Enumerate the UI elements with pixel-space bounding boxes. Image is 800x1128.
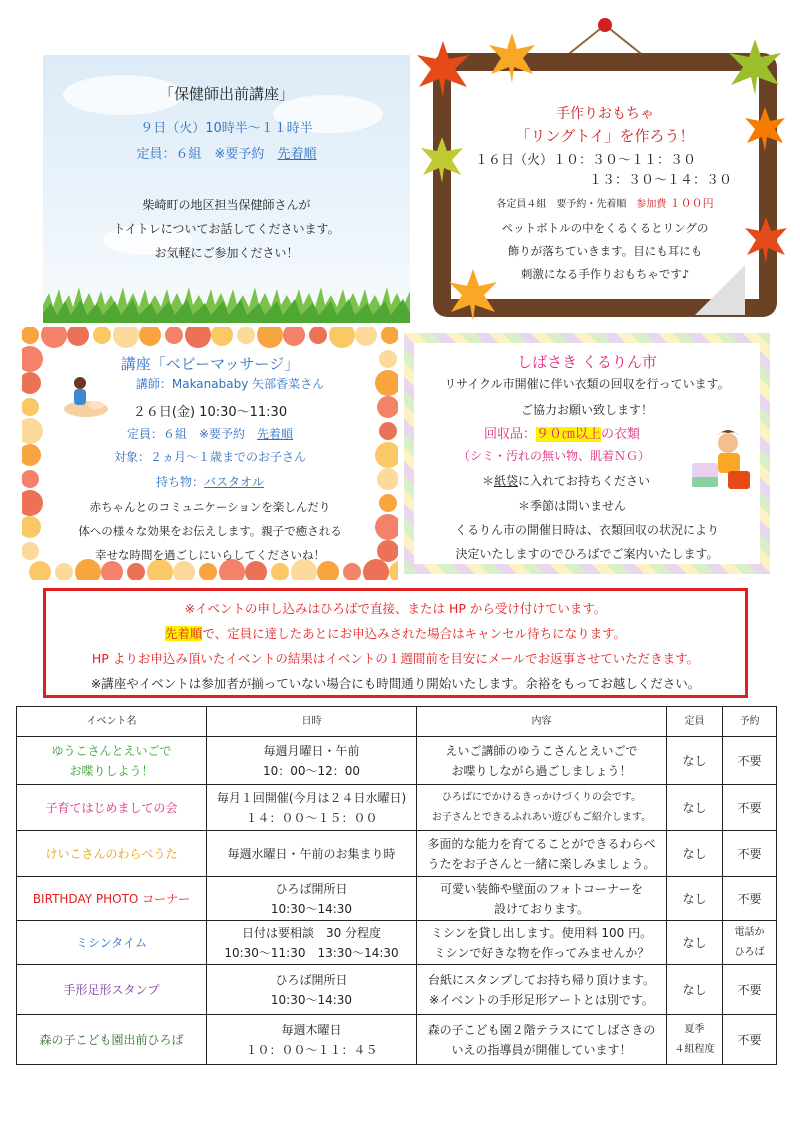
notice-box [43,588,748,698]
event-content: 多面的な能力を育てることができるわらべ うたをお子さんと一緒に楽しみましょう。 [417,831,667,877]
event-datetime: 毎月１回開催(今月は２４日水曜日) １４：００～１５：００ [207,785,417,831]
event-name: 子育てはじめましての会 [17,785,207,831]
event-capacity: なし [667,921,723,965]
event-capacity: なし [667,877,723,921]
baby-massage-bring: 持ち物：バスタオル [155,475,265,489]
table-row [17,785,777,831]
polka-dot [22,372,41,394]
event-reservation: 電話か ひろば [723,921,777,965]
polka-dot [139,327,161,346]
event-name: 森の子こども園出前ひろば [17,1015,207,1065]
event-name: BIRTHDAY PHOTO コーナー [17,877,207,921]
event-content: 森の子こども園２階テラスにてしばさきの いえの指導員が開催しています！ [417,1015,667,1065]
kururin-schedule1: くるりん市の開催日時は、衣類回収の状況により [454,523,719,537]
event-capacity: なし [667,785,723,831]
event-reservation: 不要 [723,965,777,1015]
event-name: 手形足形スタンプ [17,965,207,1015]
health-lecture-date: ９日（火）10時半～１１時半 [140,121,313,136]
maple-leaf-icon [413,39,473,99]
health-lecture-title: 「保健師出前講座」 [158,85,294,103]
event-name: ミシンタイム [17,921,207,965]
baby-massage-date: ２６日(金) 10:30～11:30 [132,405,288,420]
notice-line1: ※イベントの申し込みはひろばで直接、または HP から受け付けています。 [184,601,607,616]
polka-dot [211,327,233,346]
polka-dot [329,327,355,348]
first-come-link: 先着順 [277,147,317,162]
polka-dot [113,327,139,348]
baby-massage-target: 対象：２ヵ月～１歳までのお子さん [113,450,306,464]
event-content: えいご講師のゆうこさんとえいごで お喋りしながら過ごしましょう！ [417,737,667,785]
event-capacity: なし [667,831,723,877]
event-capacity: なし [667,737,723,785]
event-content: 台紙にスタンプしてお持ち帰り頂けます。 ※イベントの手形足形アートとは別です。 [417,965,667,1015]
event-table [16,706,777,1065]
event-reservation: 不要 [723,877,777,921]
event-datetime: ひろば開所日 10:30～14:30 [207,877,417,921]
baby-massage-capacity: 定員：６組 ※要予約 先着順 [126,427,294,441]
event-datetime: 日付は要相談 30 分程度 10:30～11:30 13:30～14:30 [207,921,417,965]
kururin-items-note: （シミ・汚れの無い物、肌着ＮＧ） [458,449,651,463]
table-row [17,877,777,921]
ring-toy-date2: １３：３０～１４：３０ [589,173,733,188]
ring-toy-title1: 手作りおもちゃ [556,106,654,122]
event-capacity: なし [667,965,723,1015]
polka-dot [165,327,183,344]
event-reservation: 不要 [723,1015,777,1065]
event-content: ミシンを貸し出します。使用料 100 円。 ミシンで好きな物を作ってみませんか？ [417,921,667,965]
ring-toy-body: ペットボトルの中をくるくるとリングの 飾りが落ちていきます。目にも耳にも 刺激になる手作りおもちゃです♪ [501,221,709,281]
health-lecture-capacity: 定員：６組 ※要予約 先着順 [136,147,317,162]
kururin-season: ＊季節は問いません [518,499,627,513]
notice-line3: HP よりお申込み頂いたイベントの結果はイベントの１週間前を目安にメールでお返事させていただきます。 [91,651,700,666]
health-lecture-body: 柴崎町の地区担当保健師さんが トイトレについてお話してくださいます。 お気軽にご参加ください！ [113,198,340,260]
polka-dot [185,327,211,348]
kururin-schedule2: 決定いたしますのでひろばでご案内いたします。 [455,547,719,561]
kururin-market-panel [398,327,776,580]
table-row [17,831,777,877]
grass-decoration [43,283,410,323]
notice-line2: 先着順で、定員に達したあとにお申込みされた場合はキャンセル待ちになります。 [164,626,627,641]
maple-leaf-icon [485,31,539,85]
first-come-link: 先着順 [257,427,294,441]
polka-dot [355,327,377,346]
kururin-line2: ご協力お願い致します！ [520,403,653,417]
baby-massage-panel [22,327,398,580]
maple-leaf-icon [725,37,785,97]
baby-massage-body: 赤ちゃんとのコミュニケーションを楽しんだり 体への様々な効果をお伝えします。親子で癒される 幸せな時間を過ごしにいらしてくださいね！ [78,500,342,562]
header-reservation: 予約 [723,707,777,737]
event-capacity: 夏季 ４組程度 [667,1015,723,1065]
polka-dot [67,327,89,346]
event-name: けいこさんのわらべうた [17,831,207,877]
event-reservation: 不要 [723,785,777,831]
polka-dot [381,327,398,344]
table-header-row [17,707,777,737]
header-event-name: イベント名 [17,707,207,737]
polka-dot [309,327,327,344]
event-content: 可愛い装飾や壁面のフォトコーナーを 設けております。 [417,877,667,921]
polka-dot [257,327,283,348]
kururin-items: 回収品：９０㎝以上の衣類 [484,427,641,442]
polka-dot [93,327,111,344]
health-lecture-panel [43,55,410,323]
event-datetime: ひろば開所日 10:30～14:30 [207,965,417,1015]
table-row [17,737,777,785]
event-name: ゆうこさんとえいごで お喋りしよう！ [17,737,207,785]
polka-dot [41,327,67,348]
event-reservation: 不要 [723,831,777,877]
baby-massage-title: 講座「ベビーマッサージ」 [120,355,300,373]
header-capacity: 定員 [667,707,723,737]
polka-dot [22,327,39,344]
event-datetime: 毎週木曜日 １０：００～１１：４５ [207,1015,417,1065]
kururin-title: しばさき くるりん市 [517,353,657,371]
table-row [17,921,777,965]
table-row [17,1015,777,1065]
table-row [17,965,777,1015]
ring-toy-capacity: 各定員４組 要予約・先着順 参加費 １００円 [496,197,714,210]
event-datetime: 毎週水曜日・午前のお集まり時 [207,831,417,877]
kururin-line1: リサイクル市開催に伴い衣類の回収を行っています。 [444,377,730,391]
bath-towel-link: バスタオル [204,475,265,489]
ring-toy-panel [425,45,785,320]
header-content: 内容 [417,707,667,737]
event-content: ひろばにでかけるきっかけづくりの会です。 お子さんとできるふれあい遊びもご紹介します。 [417,785,667,831]
kururin-bag: ＊紙袋に入れてお持ちください [482,474,651,488]
header-datetime: 日時 [207,707,417,737]
notice-line4: ※講座やイベントは参加者が揃っていない場合にも時間通り開始いたします。余裕をもってお越しください。 [90,676,701,691]
polka-dot [237,327,255,344]
event-reservation: 不要 [723,737,777,785]
polka-dot [283,327,305,346]
event-datetime: 毎週月曜日・午前 10：00～12：00 [207,737,417,785]
baby-massage-lecturer: 講師：Makanababy 矢部香菜さん [135,377,325,391]
ring-toy-date1: １６日（火）１０：３０～１１：３０ [475,153,697,168]
ring-toy-title2: 「リングトイ」を作ろう！ [515,127,695,145]
